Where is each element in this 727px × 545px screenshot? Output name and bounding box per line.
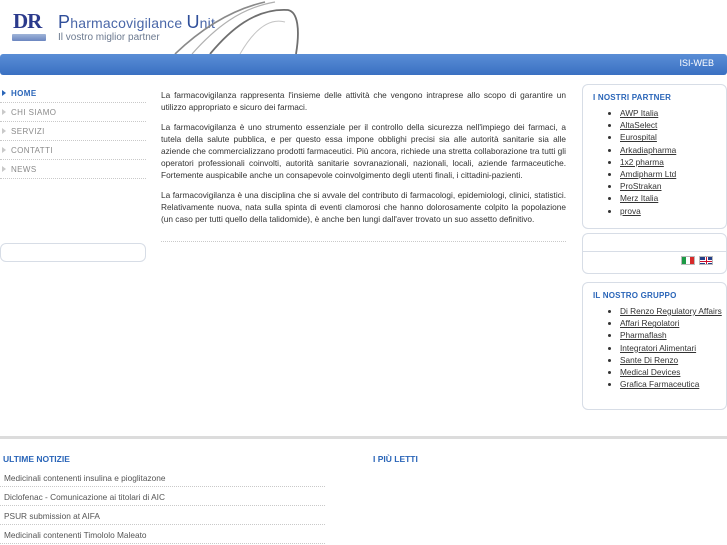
partner-link[interactable]: ProStrakan [620, 181, 662, 192]
news-item[interactable]: Diclofenac - Comunicazione ai titolari di AIC [0, 487, 325, 506]
language-panel [582, 233, 727, 274]
group-link[interactable]: Sante Di Renzo [620, 354, 679, 365]
content-divider [161, 241, 566, 242]
list-item [620, 354, 726, 366]
popular-title: I PIÙ LETTI [373, 454, 418, 464]
header [0, 0, 727, 54]
list-item [620, 107, 726, 119]
partner-link[interactable]: Merz Italia [620, 193, 659, 204]
list-item [620, 180, 726, 192]
list-item [620, 329, 726, 341]
partner-link[interactable]: 1x2 pharma [620, 156, 664, 167]
partners-list [583, 102, 726, 217]
nav-item-contatti[interactable]: CONTATTI [0, 141, 146, 160]
partner-link[interactable]: prova [620, 205, 641, 216]
nav-item-chi-siamo[interactable]: CHI SIAMO [0, 103, 146, 122]
group-link[interactable]: Affari Regolatori [620, 318, 680, 329]
footer-divider [0, 436, 727, 439]
nav-item-news[interactable]: NEWS [0, 160, 146, 179]
brand-title: Pharmacovigilance Unit [58, 12, 216, 32]
top-bar [0, 54, 727, 75]
list-item [620, 144, 726, 156]
list-item [620, 168, 726, 180]
partner-link[interactable]: AWP Italia [620, 108, 659, 118]
news-item[interactable]: Medicinali contenenti Timololo Maleato [0, 525, 325, 544]
list-item [620, 317, 726, 329]
group-panel [582, 282, 727, 410]
logo-mark [12, 34, 46, 41]
logo-text: DR [13, 9, 42, 33]
brand-tagline: Il vostro miglior partner [58, 32, 160, 43]
group-link[interactable]: Medical Devices [620, 367, 681, 378]
list-item [620, 119, 726, 131]
news-list [0, 468, 325, 544]
nav-item-servizi[interactable]: SERVIZI [0, 122, 146, 141]
news-title: ULTIME NOTIZIE [3, 454, 70, 464]
list-item [620, 305, 726, 317]
content-paragraph: La farmacovigilanza è uno strumento essenziale per il controllo della sicurezza nell'impiego dei farmaci, a tutela della salute pubblica, e per questo essa impone obblighi precisi sia alle autorità sanitarie sia alle aziende che commercializzano prodotti farmaceutici. Più ancora, richiede una stretta collaborazione tra tutti gli operatori professionali coinvolti, autorità sanitarie sovranazionali, nazionali, locali, aziende farmaceutiche. Fortemente auspicabile anche un consapevole coinvolgimento degli utenti finali, i cittadini-pazienti. [161, 122, 566, 180]
list-item [620, 192, 726, 204]
main-content [161, 89, 566, 233]
list-item [620, 366, 726, 378]
news-item[interactable]: PSUR submission at AIFA [0, 506, 325, 525]
left-sidebar-box [0, 243, 146, 262]
content-paragraph: La farmacovigilanza è una disciplina che si avvale del contributo di farmacologi, epidemiologi, clinici, statistici. Relativamente nuova, nata sulla spinta di eventi clamorosi che hanno dolorosamente colpito la popolazione (un caso per tutti quello della talidomide), è anche ben lungi dall'aver trovato un suo assetto definitivo. [161, 190, 566, 224]
partners-panel [582, 84, 727, 229]
main-nav [0, 84, 146, 179]
english-flag-icon[interactable] [699, 256, 713, 265]
header-swoosh-graphic [170, 0, 310, 54]
list-item [620, 156, 726, 168]
list-item [620, 131, 726, 143]
news-item[interactable]: Medicinali contenenti insulina e pioglitazone [0, 468, 325, 487]
list-item [620, 378, 726, 390]
group-link[interactable]: Di Renzo Regulatory Affairs [620, 306, 722, 316]
list-item [620, 342, 726, 354]
list-item [620, 205, 726, 217]
nav-item-home[interactable]: HOME [0, 84, 146, 103]
group-link[interactable]: Pharmaflash [620, 330, 667, 341]
group-title: IL NOSTRO GRUPPO [593, 291, 677, 300]
partners-title: I NOSTRI PARTNER [593, 93, 672, 102]
language-box [583, 234, 726, 252]
partner-link[interactable]: AltaSelect [620, 120, 658, 131]
partner-link[interactable]: Amdipharm Ltd [620, 169, 677, 180]
group-list [583, 300, 726, 390]
content-paragraph: La farmacovigilanza rappresenta l'insieme delle attività che vengono intraprese allo scopo di garantire un utilizzo appropriato e sicuro dei farmaci. [161, 90, 566, 112]
group-link[interactable]: Grafica Farmaceutica [620, 379, 700, 390]
isi-web-link[interactable]: ISI-WEB [679, 58, 714, 68]
partner-link[interactable]: Eurospital [620, 132, 657, 143]
partner-link[interactable]: Arkadiapharma [620, 144, 677, 155]
group-link[interactable]: Integratori Alimentari [620, 342, 697, 353]
italian-flag-icon[interactable] [681, 256, 695, 265]
